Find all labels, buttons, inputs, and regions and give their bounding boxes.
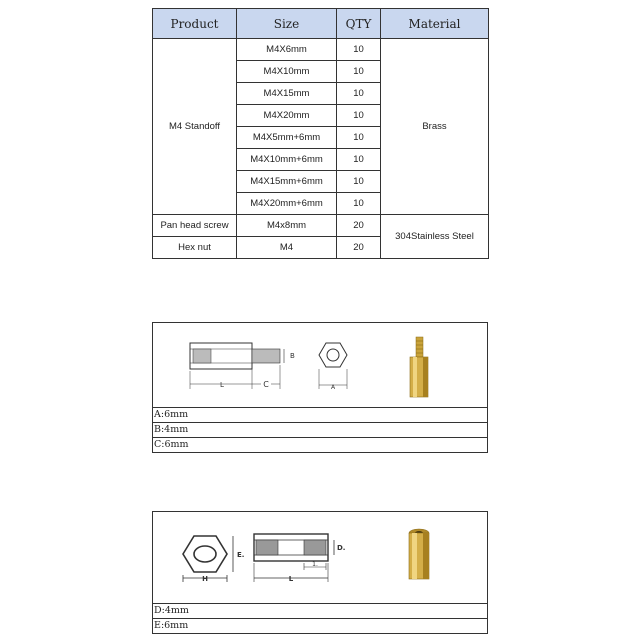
label-c: C [263, 380, 269, 389]
label-b: B [290, 352, 295, 360]
qty-cell: 20 [337, 215, 381, 237]
size-cell: M4X5mm+6mm [237, 127, 337, 149]
qty-cell: 10 [337, 105, 381, 127]
header-qty: QTY [337, 9, 381, 39]
product-screw: Pan head screw [153, 215, 237, 237]
qty-cell: 20 [337, 237, 381, 259]
material-brass: Brass [381, 39, 489, 215]
male-thread [252, 349, 280, 363]
qty-cell: 10 [337, 171, 381, 193]
material-steel: 304Stainless Steel [381, 215, 489, 259]
internal-thread-right [304, 540, 326, 555]
standoff-figure-panel [152, 322, 488, 453]
dimension-row-d: D:4mm [153, 604, 487, 619]
label-e: E. [237, 551, 245, 559]
hex-end-view [183, 536, 227, 572]
table-row [153, 39, 489, 61]
qty-cell: 10 [337, 61, 381, 83]
size-cell: M4X15mm+6mm [237, 171, 337, 193]
size-cell: M4 [237, 237, 337, 259]
qty-cell: 10 [337, 149, 381, 171]
dimension-row-c: C:6mm [154, 439, 189, 450]
size-cell: M4X10mm [237, 61, 337, 83]
label-d: D. [337, 544, 346, 552]
label-l: L [220, 381, 224, 389]
hex-end-view [319, 343, 347, 367]
qty-cell: 10 [337, 127, 381, 149]
qty-cell: 10 [337, 39, 381, 61]
label-l1: 1. [312, 561, 318, 568]
size-cell: M4X20mm+6mm [237, 193, 337, 215]
label-a: A [330, 384, 336, 391]
size-cell: M4x8mm [237, 215, 337, 237]
qty-cell: 10 [337, 83, 381, 105]
dimension-row-b: B:4mm [153, 423, 487, 438]
size-cell: M4X6mm [237, 39, 337, 61]
product-nut: Hex nut [153, 237, 237, 259]
table-row [153, 215, 489, 237]
standoff-svg [153, 323, 487, 407]
brass-standoff-photo [410, 337, 428, 397]
internal-thread [193, 349, 211, 363]
female-standoff-drawing [153, 512, 487, 604]
product-standoff: M4 Standoff [153, 39, 237, 215]
label-h: H [202, 575, 208, 583]
table-header-row [153, 9, 489, 39]
size-cell: M4X20mm [237, 105, 337, 127]
female-standoff-svg [153, 512, 487, 603]
header-product: Product [153, 9, 237, 39]
spec-table [152, 8, 489, 259]
header-size: Size [237, 9, 337, 39]
qty-cell: 10 [337, 193, 381, 215]
header-material: Material [381, 9, 489, 39]
brass-female-standoff-photo [409, 529, 429, 579]
label-l: L [288, 575, 294, 583]
size-cell: M4X10mm+6mm [237, 149, 337, 171]
dimension-row-a: A:6mm [153, 408, 487, 423]
standoff-drawing [153, 323, 487, 408]
internal-thread-left [256, 540, 278, 555]
female-standoff-figure-panel [152, 511, 488, 634]
size-cell: M4X15mm [237, 83, 337, 105]
dimension-row-e: E:6mm [154, 620, 189, 631]
